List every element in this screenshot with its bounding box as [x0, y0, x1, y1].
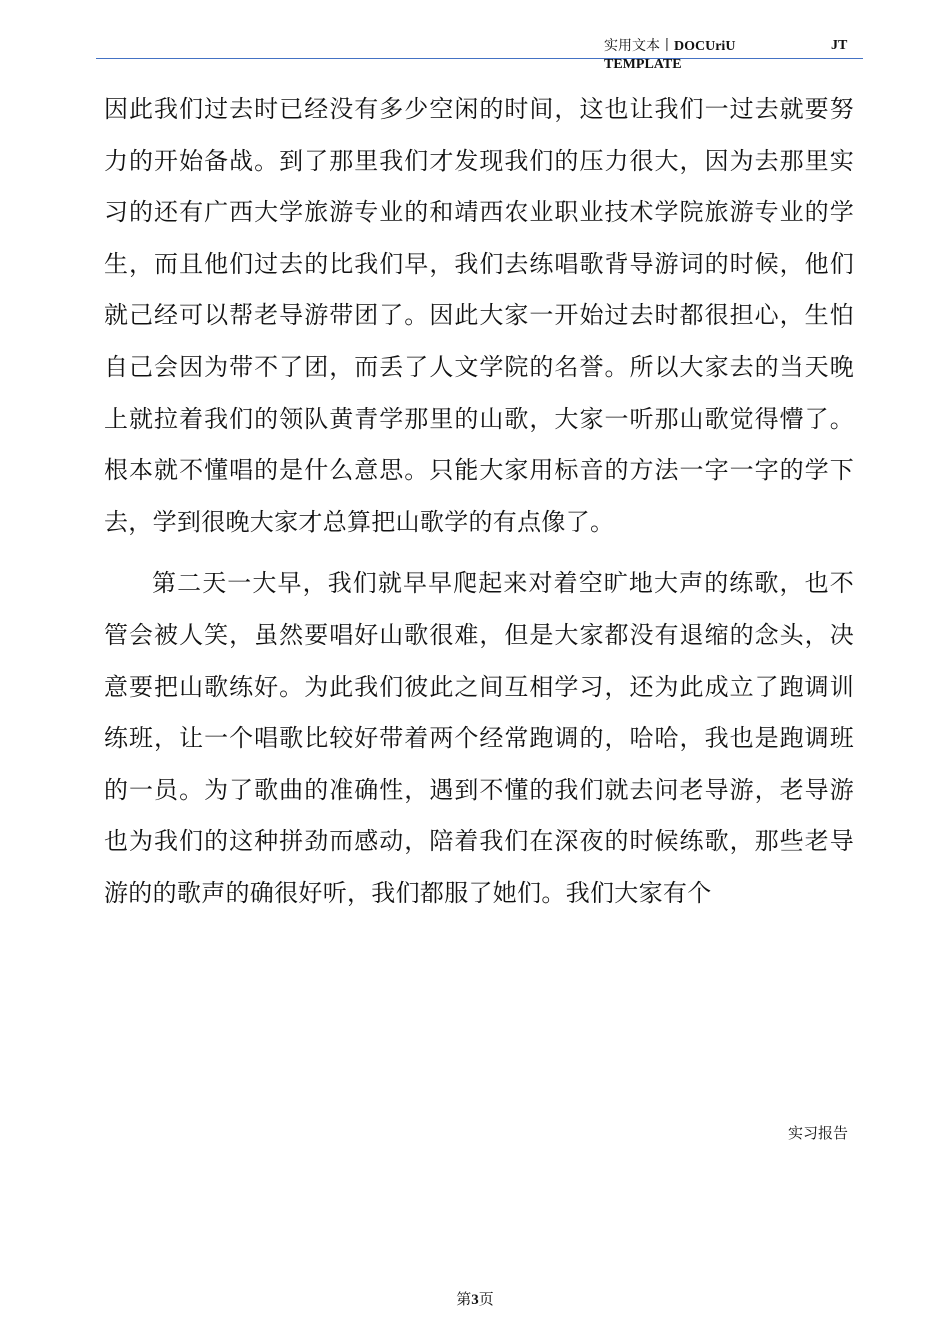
header-divider	[96, 58, 863, 59]
paragraph-1: 因此我们过去时已经没有多少空闲的时间，这也让我们一过去就要努力的开始备战。到了那里我们才发现我们的压力很大，因为去那里实习的还有广西大学旅游专业的和靖西农业职业技术学院旅游专业的学生，而且他们过去的比我们早，我们去练唱歌背导游词的时候，他们就己经可以帮老导游带团了。因此大家一开始过去时都很担心，生怕自己会因为带不了团，而丢了人文学院的名誉。所以大家去的当天晚上就拉着我们的领队黄青学那里的山歌，大家一听那山歌觉得懵了。根本就不懂唱的是什么意思。只能大家用标音的方法一字一字的学下去，学到很晚大家才总算把山歌学的有点像了。	[104, 95, 854, 536]
header-label-group	[604, 37, 735, 56]
paragraph-2: 第二天一大早，我们就早早爬起来对着空旷地大声的练歌，也不管会被人笑，虽然要唱好山歌很难，但是大家都没有退缩的念头，决意要把山歌练好。为此我们彼此之间互相学习，还为此成立了跑调训练班，让一个唱歌比较好带着两个经常跑调的，哈哈，我也是跑调班的一员。为了歌曲的准确性，遇到不懂的我们就去问老导游，老导游也为我们的这种拼劲而感动，陪着我们在深夜的时候练歌，那些老导游的的歌声的确很好听，我们都服了她们。我们大家有个	[104, 569, 854, 907]
header-label: 实用文本丨	[604, 38, 674, 54]
page-suffix: 页	[478, 1290, 494, 1308]
header-brand: DOCUriU	[674, 39, 736, 54]
header-template: TEMPLATE	[604, 57, 682, 72]
page-number-value: 3	[471, 1292, 479, 1308]
page-header	[0, 0, 950, 80]
page-prefix: 第	[456, 1290, 472, 1308]
page-number	[0, 1290, 950, 1309]
footer-label: 实习报告	[788, 1124, 849, 1142]
header-right-code: JT	[831, 38, 848, 53]
document-body	[104, 84, 854, 920]
